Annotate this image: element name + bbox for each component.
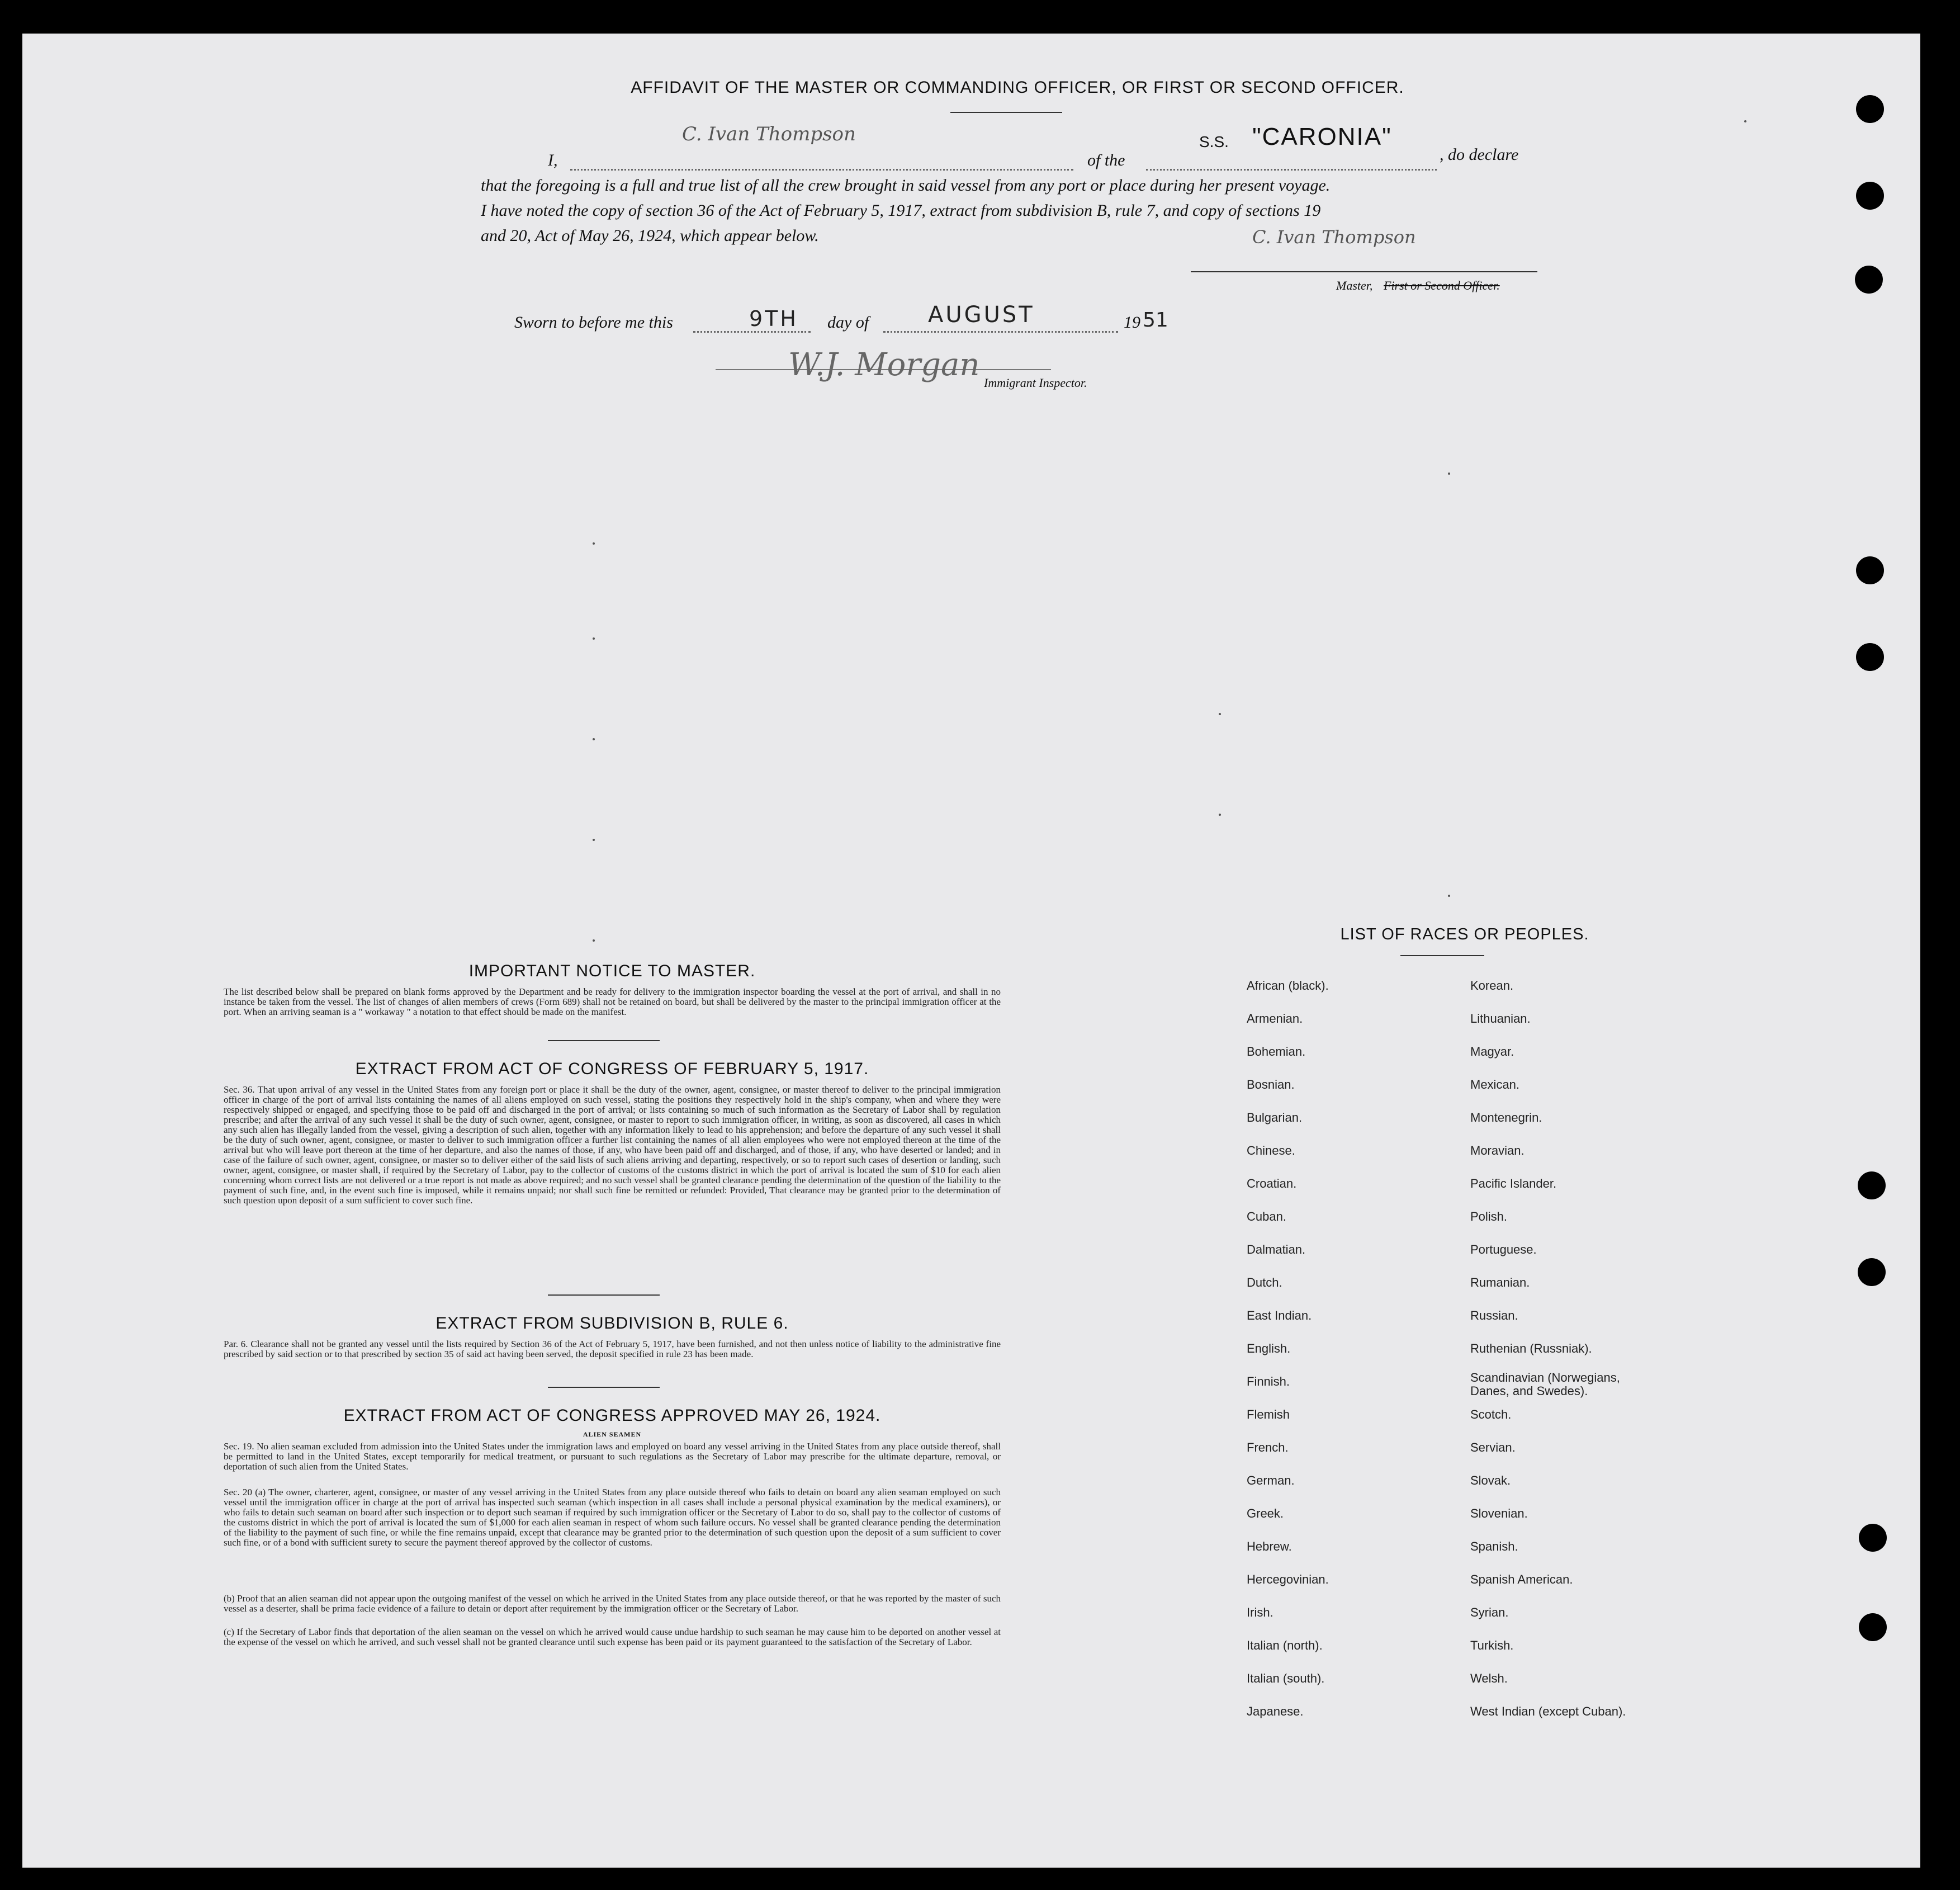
speck [593, 542, 595, 545]
notice-text: The list described below shall be prepared on blank forms approved by the Department and be ready for delivery to the immigration inspector boarding the vessel at the port of arrival, and shall in no instance be taken from the vessel. The list of changes of alien members of crews (Form 689) shall not be retained on board, but shall be delivered by the master to the principal immigration officer at the port. When an arriving seaman is a " workaway " a notation to that effect should be made on the manifest. [224, 986, 1001, 1017]
speck [1744, 120, 1746, 122]
affidavit-title: AFFIDAVIT OF THE MASTER OR COMMANDING OFFICER, OR FIRST OR SECOND OFFICER. [631, 78, 1404, 97]
race-item: Scotch. [1470, 1407, 1512, 1421]
speck [593, 939, 595, 942]
race-item: Italian (south). [1247, 1671, 1325, 1685]
do-declare-label: , do declare [1440, 145, 1519, 164]
race-item: Japanese. [1247, 1704, 1304, 1718]
race-item: Moravian. [1470, 1144, 1525, 1157]
race-item: Russian. [1470, 1308, 1518, 1322]
punch-hole [1859, 1524, 1887, 1552]
race-item: Finnish. [1247, 1374, 1290, 1388]
race-item: Mexican. [1470, 1078, 1520, 1092]
race-item: Dalmatian. [1247, 1242, 1306, 1256]
race-item: Syrian. [1470, 1605, 1509, 1619]
race-item: Croatian. [1247, 1176, 1297, 1190]
races-title: LIST OF RACES OR PEOPLES. [1340, 925, 1589, 943]
year-suffix: 51 [1143, 309, 1168, 332]
affidavit-body-3: and 20, Act of May 26, 1924, which appear below. [481, 226, 819, 245]
race-item: Italian (north). [1247, 1638, 1323, 1652]
race-item: Korean. [1470, 979, 1514, 993]
notice-title: IMPORTANT NOTICE TO MASTER. [468, 962, 756, 980]
race-item: Cuban. [1247, 1209, 1286, 1223]
race-item: Hercegovinian. [1247, 1572, 1329, 1586]
race-item: Flemish [1247, 1407, 1290, 1421]
punch-hole [1858, 1171, 1886, 1199]
vessel-line [1146, 163, 1437, 171]
vessel-name: "CARONIA" [1252, 123, 1392, 150]
title-underline [950, 112, 1062, 113]
race-item: French. [1247, 1440, 1289, 1454]
struck-officer-label: First or Second Officer. [1384, 278, 1500, 292]
speck [593, 839, 595, 841]
speck [593, 637, 595, 640]
year-prefix: 19 [1124, 313, 1140, 332]
race-item: Spanish American. [1470, 1572, 1573, 1586]
inspector-signature: W.J. Morgan [788, 347, 980, 383]
master-name-signature: C. Ivan Thompson [682, 123, 856, 145]
race-item: African (black). [1247, 979, 1329, 993]
i-label: I, [548, 151, 558, 169]
race-item: English. [1247, 1341, 1291, 1355]
race-item: East Indian. [1247, 1308, 1312, 1322]
affidavit-body-2: I have noted the copy of section 36 of the Act of February 5, 1917, extract from subdivision B, rule 7, and copy of sections 19 [481, 201, 1321, 220]
race-item: Servian. [1470, 1440, 1516, 1454]
extract-1924-title: EXTRACT FROM ACT OF CONGRESS APPROVED MAY 26, 1924. [343, 1406, 881, 1425]
rule6-title: EXTRACT FROM SUBDIVISION B, RULE 6. [435, 1314, 789, 1333]
race-item: Hebrew. [1247, 1539, 1292, 1553]
punch-hole [1859, 1613, 1887, 1641]
speck [593, 738, 595, 740]
race-item: German. [1247, 1473, 1295, 1487]
race-item: Magyar. [1470, 1045, 1514, 1059]
race-item: Spanish. [1470, 1539, 1518, 1553]
extract-1924-sec20c: (c) If the Secretary of Labor finds that deportation of the alien seaman on the vessel on which he arrived would cause undue hardship to such seaman he may cause him to be deported on another vessel at the expense of the vessel on which he arrived, and such vessel shall not be granted clearance until such expense has been paid or its payment guaranteed to the satisfaction of the Secretary of Labor. [224, 1627, 1001, 1647]
speck [1219, 814, 1221, 816]
race-item: Welsh. [1470, 1671, 1508, 1685]
race-item: Slovak. [1470, 1473, 1511, 1487]
race-item: Armenian. [1247, 1012, 1303, 1026]
extract-1924-sec20b: (b) Proof that an alien seaman did not appear upon the outgoing manifest of the vessel on which he arrived in the United States from any place outside thereof, or that he was reported by the master of such vessel as a deserter, shall be prima facie evidence of a failure to detain or deport after requirement by the immigration officer or the Secretary of Labor. [224, 1593, 1001, 1614]
speck [1219, 713, 1221, 715]
rule6-text: Par. 6. Clearance shall not be granted any vessel until the lists required by Section 36 of the Act of February 5, 1917, have been furnished, and not then unless notice of liability to the administrative fine prescribed by said section or to that prescribed by section 35 of said act having been served, the deposit specified in rule 23 has been made. [224, 1339, 1001, 1359]
master-label: Master, [1336, 278, 1373, 292]
alien-seamen-subtitle: ALIEN SEAMEN [583, 1430, 642, 1438]
race-item: Irish. [1247, 1605, 1273, 1619]
extract-1917-text: Sec. 36. That upon arrival of any vessel in the United States from any foreign port or place it shall be the duty of the owner, agent, consignee, or master thereof to deliver to the principal immigration officer in charge of the port of arrival lists containing the names of all aliens employed on such vessel, stating the positions they respectively hold in the ship's company, when and where they were respectively shipped or engaged, and specifying those to be paid off and discharged in the port of arrival; or lists containing so much of such information as the Secretary of Labor shall by regulation prescribe; and after the arrival of any such vessel it shall be the duty of such owner, agent, consignee, or master to report to such immigration officer, in writing, as soon as discovered, all cases in which any such alien has illegally landed from the vessel, giving a description of such alien, together with any information likely to lead to his apprehension; and before the departure of any such vessel it shall be the duty of such owner, agent, consignee, or master to deliver to such immigration officer a further list containing the names of all alien employees who were not employed thereon at the time of the arrival but who will leave port thereon at the time of her departure, and also the names of those, if any, who have been paid off and discharged, and of those, if any, who have deserted or landed; and in case of the failure of such owner, agent, consignee, or master so to deliver either of the said lists of such aliens arriving and departing, respectively, or so to report such cases of desertion or landing, such owner, agent, consignee, or master shall, if required by the Secretary of Labor, pay to the collector of customs of the customs district in which the port of arrival is located the sum of $10 for each alien concerning whom correct lists are not delivered or a true report is not made as above required; and no such vessel shall be granted clearance pending the determination of the question of the liability to the payment of such fine, and, in the event such fine is imposed, while it remains unpaid; nor shall such fine be remitted or refunded: Provided, That clearance may be granted prior to the determination of such question upon deposit of a sum sufficient to cover such fine. [224, 1084, 1001, 1206]
section-divider [548, 1040, 660, 1041]
race-item: Slovenian. [1470, 1506, 1528, 1520]
race-item: Greek. [1247, 1506, 1284, 1520]
race-item: Bohemian. [1247, 1045, 1306, 1059]
race-item: Ruthenian (Russniak). [1470, 1341, 1592, 1355]
race-item: Bosnian. [1247, 1078, 1295, 1092]
punch-hole [1855, 266, 1883, 294]
vessel-prefix: S.S. [1199, 133, 1229, 150]
inspector-label: Immigrant Inspector. [984, 376, 1087, 390]
section-divider [548, 1294, 660, 1296]
race-item: Pacific Islander. [1470, 1176, 1557, 1190]
race-item: Portuguese. [1470, 1242, 1537, 1256]
extract-1917-title: EXTRACT FROM ACT OF CONGRESS OF FEBRUARY 5, 1917. [355, 1060, 869, 1078]
race-item: West Indian (except Cuban). [1470, 1704, 1626, 1718]
day-of-label: day of [827, 313, 869, 332]
punch-hole [1858, 1258, 1886, 1286]
race-item: Chinese. [1247, 1144, 1295, 1157]
section-divider [548, 1387, 660, 1388]
race-item: Bulgarian. [1247, 1111, 1303, 1124]
races-title-underline [1400, 955, 1484, 956]
affidavit-body-1: that the foregoing is a full and true list of all the crew brought in said vessel from any port or place during her present voyage. [481, 176, 1331, 195]
sworn-label: Sworn to before me this [514, 313, 673, 332]
race-item: Turkish. [1470, 1638, 1514, 1652]
name-line [570, 163, 1073, 171]
punch-hole [1856, 556, 1884, 584]
sworn-day: 9TH [749, 306, 798, 331]
master-signature: C. Ivan Thompson [1252, 226, 1416, 248]
race-item: Scandinavian (Norwegians, Danes, and Swedes). [1470, 1371, 1620, 1398]
race-item: Dutch. [1247, 1275, 1282, 1289]
race-item: Montenegrin. [1470, 1111, 1542, 1124]
race-item: Rumanian. [1470, 1275, 1530, 1289]
race-item: Lithuanian. [1470, 1012, 1531, 1026]
document-page [22, 34, 1920, 1868]
speck [1448, 472, 1450, 475]
punch-hole [1856, 95, 1884, 123]
sworn-month: AUGUST [928, 302, 1035, 328]
extract-1924-sec20a: Sec. 20 (a) The owner, charterer, agent, consignee, or master of any vessel arriving in the United States from any place outside thereof who fails to detain on board any alien seaman employed on such vessel until the immigration officer in charge at the port of arrival has inspected such seaman (which inspection in all cases shall include a personal physical examination by the medical examiners), or who fails to detain such seaman on board after such inspection or to deport such seaman if required by such immigration officer or the Secretary of Labor to do so, shall pay to the collector of customs of the customs district in which the port of arrival is located the sum of $1,000 for each alien seaman in respect of whom such failure occurs. No vessel shall be granted clearance pending the determination of the liability to the payment of such fine, or while the fine remains unpaid, except that clearance may be granted prior to the determination of such question upon the deposit of a sum sufficient to cover such fine, or of a bond with sufficient surety to secure the payment thereof approved by the collector of customs. [224, 1487, 1001, 1548]
race-item: Polish. [1470, 1209, 1508, 1223]
signature-line [1191, 271, 1537, 272]
punch-hole [1856, 643, 1884, 671]
speck [1448, 895, 1450, 897]
extract-1924-sec19: Sec. 19. No alien seaman excluded from admission into the United States under the immigration laws and employed on board any vessel arriving in the United States from any place outside thereof, shall be permitted to land in the United States, except temporarily for medical treatment, or pursuant to such regulations as the Secretary of Labor may prescribe for the ultimate departure, removal, or deportation of such alien from the United States. [224, 1441, 1001, 1472]
punch-hole [1856, 182, 1884, 210]
of-the-label: of the [1087, 151, 1125, 169]
